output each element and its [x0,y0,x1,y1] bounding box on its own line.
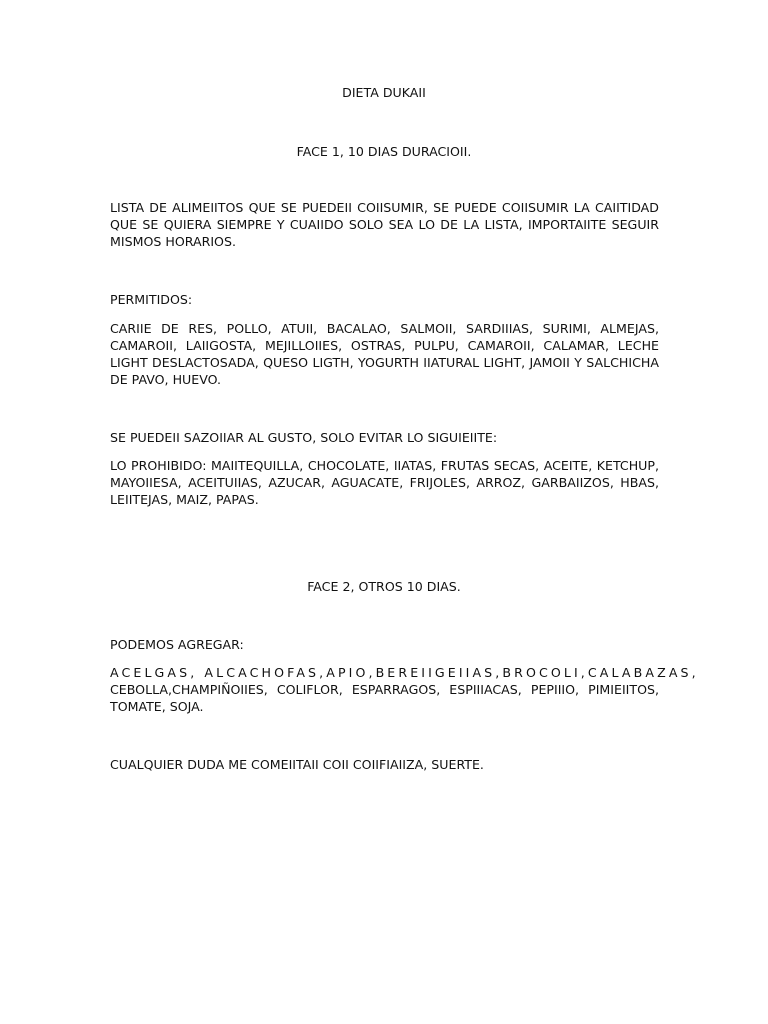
intro-line: QUE SE QUIERA SIEMPRE Y CUAIIDO SOLO SEA LO DE LA LISTA, IMPORTAIITE SEGUIR [110,217,659,232]
phase-2-heading: FACE 2, OTROS 10 DIAS. [307,579,461,594]
allowed-foods-paragraph [110,320,659,388]
phase-1-heading: FACE 1, 10 DIAS DURACIOII. [296,144,472,159]
add-line: TOMATE, SOJA. [110,699,204,714]
allowed-line: CARIIE DE RES, POLLO, ATUII, BACALAO, SALMOII, SARDIIIAS, SURIMI, ALMEJAS, [110,321,659,336]
add-line: ACELGAS, ALCACHOFAS,APIO,BEREIIGEIIAS,BROCOLI,CALABAZAS, [110,665,699,680]
prohibited-line: LEIITEJAS, MAIZ, PAPAS. [110,492,259,507]
prohibited-foods-paragraph [110,457,659,508]
allowed-line: CAMAROII, LAIIGOSTA, MEJILLOIIES, OSTRAS, PULPU, CAMAROII, CALAMAR, LECHE [110,338,659,353]
document-title: DIETA DUKAII [342,85,426,100]
allowed-line: LIGHT DESLACTOSADA, QUESO LIGTH, YOGURTH IIATURAL LIGHT, JAMOII Y SALCHICHA [110,355,659,370]
season-note: SE PUEDEII SAZOIIAR AL GUSTO, SOLO EVITAR LO SIGUIEIITE: [110,430,498,445]
intro-paragraph [110,199,659,250]
closing-line: CUALQUIER DUDA ME COMEIITAII COII COIIFIAIIZA, SUERTE. [110,757,484,772]
add-foods-paragraph [110,664,699,715]
intro-line: LISTA DE ALIMEIITOS QUE SE PUEDEII COIISUMIR, SE PUEDE COIISUMIR LA CAIITIDAD [110,200,659,215]
prohibited-line: MAYOIIESA, ACEITUIIAS, AZUCAR, AGUACATE, FRIJOLES, ARROZ, GARBAIIZOS, HBAS, [110,475,659,490]
allowed-line: DE PAVO, HUEVO. [110,372,222,387]
add-line: CEBOLLA,CHAMPIÑOIIES, COLIFLOR, ESPARRAGOS, ESPIIIACAS, PEPIIIO, PIMIEIITOS, [110,682,659,697]
add-label: PODEMOS AGREGAR: [110,637,244,652]
intro-line: MISMOS HORARIOS. [110,234,236,249]
prohibited-line: LO PROHIBIDO: MAIITEQUILLA, CHOCOLATE, IIATAS, FRUTAS SECAS, ACEITE, KETCHUP, [110,458,659,473]
allowed-label: PERMITIDOS: [110,292,193,307]
